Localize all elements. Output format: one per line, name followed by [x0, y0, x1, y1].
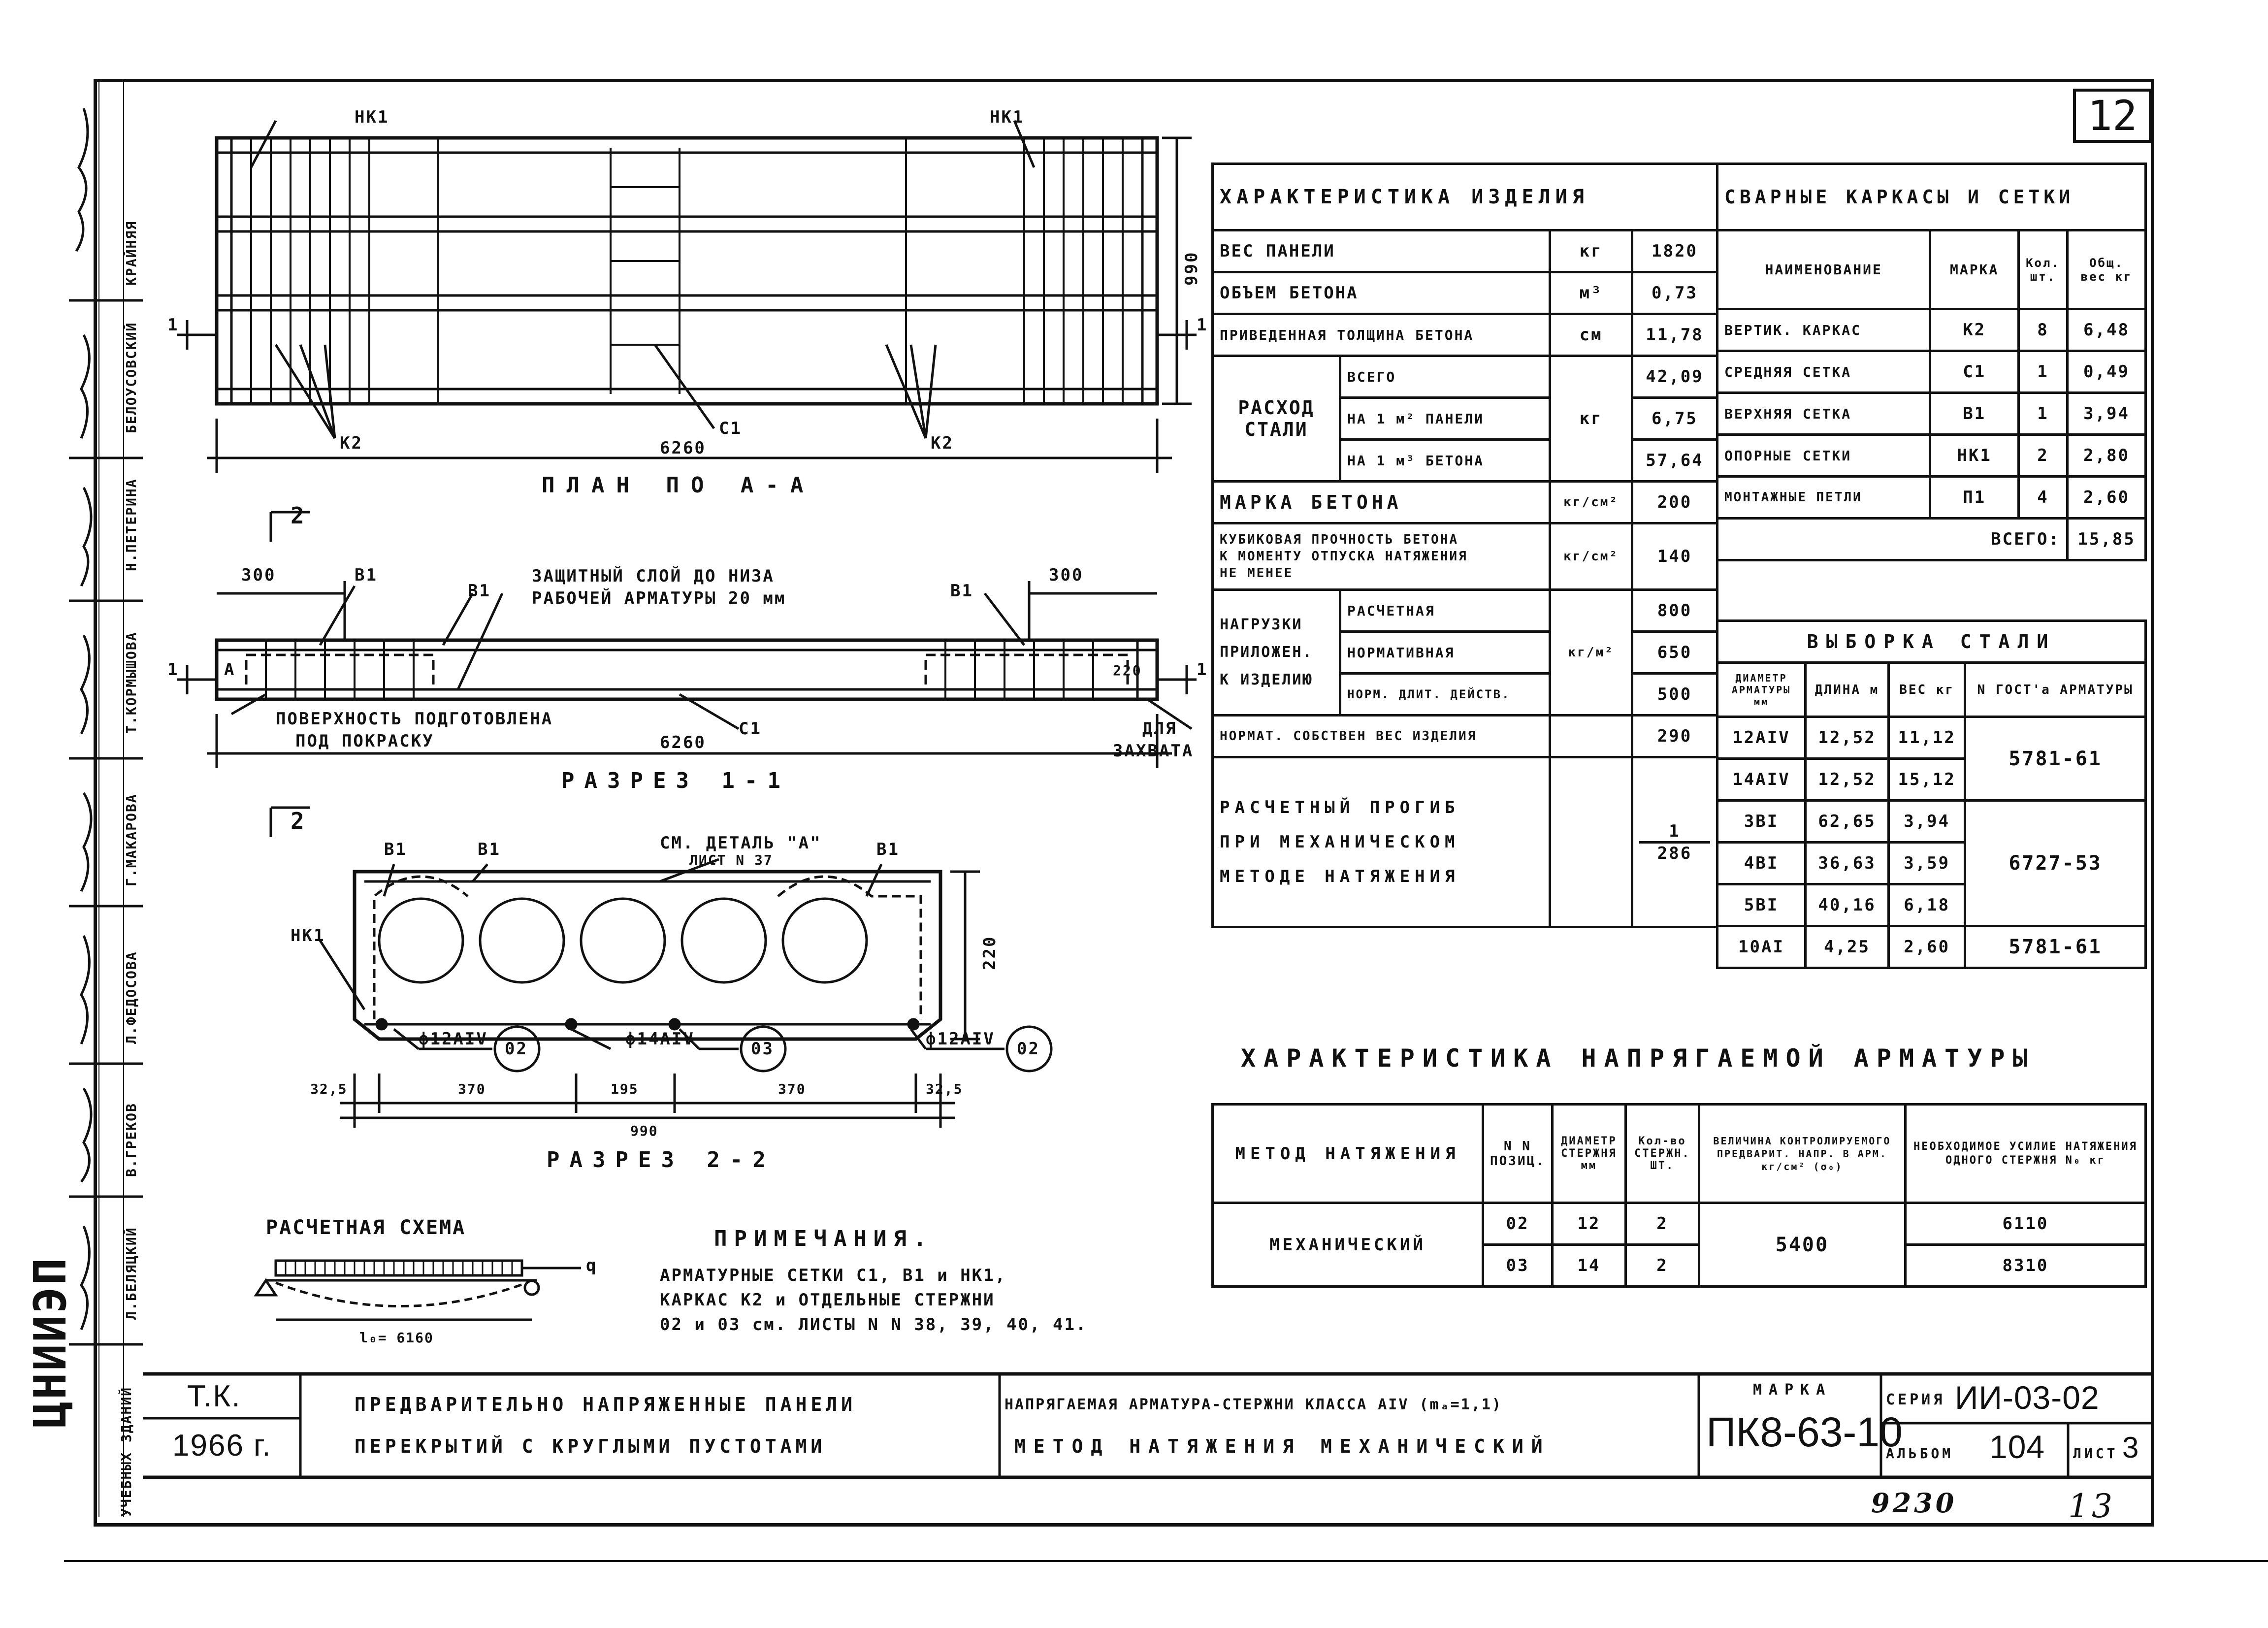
- tt-header-force: НЕОБХОДИМОЕ УСИЛИЕ НАТЯЖЕНИЯ ОДНОГО СТЕРЖНЯ N₀ кг: [1905, 1105, 2145, 1203]
- wt-row-3-qty: 2: [2019, 435, 2068, 477]
- s22-dim-5: 32,5: [926, 1081, 963, 1097]
- ss-row-4-len: 40,16: [1806, 884, 1889, 926]
- s22-rebar-mid: ф14АIV: [625, 1029, 695, 1049]
- tb-mark-label: МАРКА: [1753, 1381, 1832, 1399]
- ss-row-1-wt: 15,12: [1889, 759, 1965, 801]
- ss-row-3-len: 36,63: [1806, 843, 1889, 884]
- ss-row-1-diam: 14АIV: [1717, 759, 1806, 801]
- s22-label-b1-a: В1: [384, 840, 407, 859]
- pt-steel-row-2-label: НА 1 м³ БЕТОНА: [1340, 440, 1550, 482]
- pt-steel-label: [1213, 356, 1340, 482]
- s11-label-a: А: [224, 660, 236, 680]
- pt-own-weight-value: 290: [1632, 716, 1717, 757]
- s11-label-1-left: 1: [167, 660, 179, 680]
- pt-steel-row-1-label: НА 1 м² ПАНЕЛИ: [1340, 398, 1550, 440]
- pt-steel-label-1: РАСХОД: [1238, 397, 1315, 419]
- pt-grade-value: 200: [1632, 482, 1717, 523]
- ss-header-weight: ВЕС кг: [1889, 663, 1965, 717]
- ss-gost-3: 5781-61: [1965, 926, 2146, 968]
- wt-row-1-qty: 1: [2019, 351, 2068, 393]
- wt-header-name: НАИМЕНОВАНИЕ: [1717, 230, 1930, 309]
- ss-row-1-len: 12,52: [1806, 759, 1889, 801]
- s11-label-2-bottom: 2: [291, 808, 306, 834]
- s11-note-surface-2: ПОД ПОКРАСКУ: [295, 731, 434, 751]
- notes-line-2: КАРКАС К2 и ОТДЕЛЬНЫЕ СТЕРЖНИ: [660, 1290, 995, 1310]
- welded-table-title: СВАРНЫЕ КАРКАСЫ И СЕТКИ: [1717, 164, 2146, 230]
- pt-deflection-value: [1632, 757, 1717, 927]
- s11-label-b1-a: В1: [355, 565, 378, 585]
- wt-row-0-weight: 6,48: [2068, 309, 2146, 351]
- plan-label-nk1-left: НК1: [355, 107, 389, 127]
- s22-label-b1-b: В1: [478, 840, 501, 859]
- pt-deflection-label: [1213, 757, 1550, 927]
- tt-row-1-pos: 03: [1483, 1245, 1553, 1287]
- plan-dim-width: 990: [1182, 251, 1201, 286]
- wt-row-0-mark: К2: [1930, 309, 2019, 351]
- ss-row-2-len: 62,65: [1806, 801, 1889, 843]
- s22-detail-1: СМ. ДЕТАЛЬ "А": [660, 833, 822, 853]
- signer-3: Н.ПЕТЕРИНА: [123, 478, 139, 571]
- s11-note-surface-1: ПОВЕРХНОСТЬ ПОДГОТОВЛЕНА: [276, 709, 553, 729]
- s22-dim-4: 370: [778, 1081, 806, 1097]
- ss-row-5-len: 4,25: [1806, 926, 1889, 968]
- calc-scheme-span: l₀= 6160: [359, 1330, 434, 1346]
- tb-year: 1966 г.: [172, 1429, 272, 1463]
- notes-line-1: АРМАТУРНЫЕ СЕТКИ С1, В1 и НК1,: [660, 1266, 1007, 1285]
- notes-title: ПРИМЕЧАНИЯ.: [714, 1226, 934, 1251]
- tb-tk: Т.К.: [187, 1379, 241, 1413]
- plan-label-c1: С1: [719, 419, 742, 438]
- org-sub: УЧЕБНЫХ ЗДАНИЙ: [118, 1386, 134, 1517]
- wt-row-2-weight: 3,94: [2068, 393, 2146, 435]
- pt-deflection-2: ПРИ МЕХАНИЧЕСКОМ: [1220, 832, 1460, 852]
- pt-steel-row-1-value: 6,75: [1632, 398, 1717, 440]
- wt-row-3-weight: 2,80: [2068, 435, 2146, 477]
- pt-cube-unit: кг/см²: [1550, 523, 1632, 590]
- wt-row-4-weight: 2,60: [2068, 477, 2146, 519]
- wt-row-4-qty: 4: [2019, 477, 2068, 519]
- s11-dim-length: 6260: [660, 733, 706, 752]
- ss-row-4-wt: 6,18: [1889, 884, 1965, 926]
- pt-load-label-1: НАГРУЗКИ: [1220, 616, 1303, 633]
- pt-load-row-0-value: 800: [1632, 590, 1717, 632]
- tb-title-2: ПЕРЕКРЫТИЙ С КРУГЛЫМИ ПУСТОТАМИ: [355, 1435, 826, 1457]
- tb-album: 104: [1989, 1429, 2045, 1465]
- product-table: [1211, 163, 1718, 928]
- s11-note-cover-1: ЗАЩИТНЫЙ СЛОЙ ДО НИЗА: [532, 566, 775, 586]
- wt-row-1-weight: 0,49: [2068, 351, 2146, 393]
- wt-row-0-qty: 8: [2019, 309, 2068, 351]
- s11-label-2-top: 2: [291, 502, 306, 529]
- calc-scheme-title: РАСЧЕТНАЯ СХЕМА: [266, 1216, 466, 1239]
- tt-row-0-pos: 02: [1483, 1203, 1553, 1245]
- footer-page: 13: [2068, 1487, 2115, 1525]
- wt-row-3-name: ОПОРНЫЕ СЕТКИ: [1717, 435, 1930, 477]
- pt-steel-row-2-value: 57,64: [1632, 440, 1717, 482]
- ss-row-3-diam: 4ВI: [1717, 843, 1806, 884]
- steel-sample-table: [1716, 619, 2147, 969]
- s22-pos-03: 03: [751, 1039, 774, 1059]
- tb-mark: ПК8-63-10: [1706, 1409, 1903, 1455]
- ss-header-length: ДЛИНА м: [1806, 663, 1889, 717]
- ss-row-2-wt: 3,94: [1889, 801, 1965, 843]
- product-table-title: ХАРАКТЕРИСТИКА ИЗДЕЛИЯ: [1213, 164, 1717, 230]
- tt-row-1-diam: 14: [1552, 1245, 1625, 1287]
- s22-dim-2: 370: [458, 1081, 486, 1097]
- plan-label-k2-left: К2: [340, 433, 363, 453]
- signer-2: БЕЛОУСОВСКИЙ: [123, 322, 139, 433]
- s11-label-b1-c: В1: [950, 581, 973, 601]
- pt-deflection-3: МЕТОДЕ НАТЯЖЕНИЯ: [1220, 867, 1460, 886]
- welded-table: [1716, 163, 2147, 561]
- s22-label-nk1: НК1: [291, 926, 325, 945]
- pt-deflection-1: РАСЧЕТНЫЙ ПРОГИБ: [1220, 798, 1460, 817]
- tt-header-qty: Кол-во СТЕРЖН. ШТ.: [1625, 1105, 1699, 1203]
- wt-row-4-name: МОНТАЖНЫЕ ПЕТЛИ: [1717, 477, 1930, 519]
- s11-dim-left: 300: [241, 565, 276, 585]
- s11-label-c1: С1: [739, 719, 762, 739]
- tt-header-pos: N N ПОЗИЦ.: [1483, 1105, 1553, 1203]
- pt-load-row-2-label: НОРМ. ДЛИТ. ДЕЙСТВ.: [1340, 674, 1550, 716]
- ss-header-diam: ДИАМЕТР АРМАТУРЫ мм: [1717, 663, 1806, 717]
- pt-steel-unit: кг: [1550, 356, 1632, 482]
- pt-load-label-3: К ИЗДЕЛИЮ: [1220, 671, 1313, 688]
- calc-scheme-load: q: [586, 1256, 598, 1275]
- pt-row-2-unit: см: [1550, 314, 1632, 356]
- s22-pos-02b: 02: [1017, 1039, 1040, 1059]
- org-name: ЦНИИЭП: [25, 1256, 76, 1428]
- ss-row-0-len: 12,52: [1806, 717, 1889, 759]
- ss-row-4-diam: 5ВI: [1717, 884, 1806, 926]
- wt-row-1-name: СРЕДНЯЯ СЕТКА: [1717, 351, 1930, 393]
- ss-gost-1: 5781-61: [1965, 717, 2146, 801]
- pt-own-weight-label: НОРМАТ. СОБСТВЕН ВЕС ИЗДЕЛИЯ: [1213, 716, 1550, 757]
- s22-dim-height: 220: [980, 935, 1000, 970]
- tt-row-0-diam: 12: [1552, 1203, 1625, 1245]
- wt-header-mark: МАРКА: [1930, 230, 2019, 309]
- wt-row-0-name: ВЕРТИК. КАРКАС: [1717, 309, 1930, 351]
- pt-row-2-value: 11,78: [1632, 314, 1717, 356]
- pt-load-row-1-value: 650: [1632, 632, 1717, 674]
- tension-table: [1211, 1103, 2147, 1288]
- plan-cut-right: 1: [1197, 315, 1208, 335]
- ss-row-0-wt: 11,12: [1889, 717, 1965, 759]
- wt-row-1-mark: С1: [1930, 351, 2019, 393]
- pt-row-1-value: 0,73: [1632, 272, 1717, 314]
- ss-row-5-wt: 2,60: [1889, 926, 1965, 968]
- pt-row-0-unit: кг: [1550, 230, 1632, 272]
- wt-header-qty: Кол. шт.: [2019, 230, 2068, 309]
- tt-stress: 5400: [1699, 1203, 1905, 1287]
- ss-row-5-diam: 10АI: [1717, 926, 1806, 968]
- s22-rebar-left: ф12АIV: [419, 1029, 488, 1049]
- signer-4: Т.КОРМЫШОВА: [123, 631, 139, 734]
- plan-cut-left: 1: [167, 315, 179, 335]
- pt-row-1-unit: м³: [1550, 272, 1632, 314]
- calc-scheme-diagram: [256, 1261, 581, 1320]
- s22-pos-02a: 02: [505, 1039, 528, 1059]
- pt-load-row-0-label: РАСЧЕТНАЯ: [1340, 590, 1550, 632]
- pt-load-label: [1213, 590, 1340, 716]
- tt-row-1-qty: 2: [1625, 1245, 1699, 1287]
- tb-series: ИИ-03-02: [1955, 1379, 2100, 1416]
- pt-load-label-2: ПРИЛОЖЕН.: [1220, 644, 1313, 661]
- s11-label-1-right: 1: [1197, 660, 1208, 680]
- pt-load-row-1-label: НОРМАТИВНАЯ: [1340, 632, 1550, 674]
- pt-deflection-num: 1: [1639, 821, 1710, 844]
- tt-row-0-force: 6110: [1905, 1203, 2145, 1245]
- sheet-number: 12: [2087, 92, 2138, 140]
- s22-label-b1-c: В1: [876, 840, 900, 859]
- pt-grade-label: МАРКА БЕТОНА: [1213, 482, 1550, 523]
- pt-deflection-den: 286: [1657, 843, 1692, 863]
- pt-row-2-label: ПРИВЕДЕННАЯ ТОЛЩИНА БЕТОНА: [1213, 314, 1550, 356]
- s22-dim-total: 990: [630, 1123, 658, 1139]
- steel-sample-title: ВЫБОРКА СТАЛИ: [1717, 621, 2146, 663]
- plan-label-nk1-right: НК1: [990, 107, 1025, 127]
- pt-steel-label-2: СТАЛИ: [1244, 419, 1308, 440]
- s11-label-grip-2: ЗАХВАТА: [1113, 741, 1194, 761]
- wt-header-weight: Общ. вес кг: [2068, 230, 2146, 309]
- s22-dim-3: 195: [611, 1081, 639, 1097]
- pt-steel-row-0-label: ВСЕГО: [1340, 356, 1550, 398]
- pt-cube-label: [1213, 523, 1550, 590]
- pt-row-1-label: ОБЪЕМ БЕТОНА: [1213, 272, 1550, 314]
- ss-row-2-diam: 3ВI: [1717, 801, 1806, 843]
- tt-header-method: МЕТОД НАТЯЖЕНИЯ: [1213, 1105, 1483, 1203]
- pt-cube-value: 140: [1632, 523, 1717, 590]
- signer-8: Л.БЕЛЯЦКИЙ: [123, 1227, 139, 1320]
- tb-title-1: ПРЕДВАРИТЕЛЬНО НАПРЯЖЕННЫЕ ПАНЕЛИ: [355, 1394, 856, 1415]
- wt-row-2-mark: В1: [1930, 393, 2019, 435]
- tb-series-label: СЕРИЯ: [1886, 1391, 1945, 1408]
- s11-label-grip-1: ДЛЯ: [1142, 719, 1177, 739]
- tt-row-0-qty: 2: [1625, 1203, 1699, 1245]
- plan-view: [177, 121, 1197, 473]
- tension-table-title: ХАРАКТЕРИСТИКА НАПРЯГАЕМОЙ АРМАТУРЫ: [1241, 1044, 2036, 1073]
- signer-7: В.ГРЕКОВ: [123, 1103, 139, 1177]
- s22-rebar-right: ф12АIV: [926, 1029, 995, 1049]
- tb-desc-1: НАПРЯГАЕМАЯ АРМАТУРА-СТЕРЖНИ КЛАССА АIV (mₐ=1,1): [1004, 1396, 1502, 1413]
- ss-row-3-wt: 3,59: [1889, 843, 1965, 884]
- signer-5: Г.МАКАРОВА: [123, 793, 139, 886]
- signer-6: Л.ФЕДОСОВА: [123, 951, 139, 1044]
- tb-album-label: АЛЬБОМ: [1886, 1445, 1954, 1462]
- pt-cube-label-1: КУБИКОВАЯ ПРОЧНОСТЬ БЕТОНА: [1220, 532, 1458, 547]
- tt-header-diam: ДИАМЕТР СТЕРЖНЯ мм: [1552, 1105, 1625, 1203]
- s11-title: РАЗРЕЗ 1-1: [561, 768, 790, 793]
- tb-sheet-label: ЛИСТ: [2073, 1445, 2118, 1462]
- s11-note-cover-2: РАБОЧЕЙ АРМАТУРЫ 20 мм: [532, 588, 786, 608]
- wt-row-3-mark: НК1: [1930, 435, 2019, 477]
- plan-title: ПЛАН ПО А-А: [542, 473, 815, 498]
- pt-load-unit: кг/м²: [1550, 590, 1632, 716]
- plan-label-k2-right: К2: [931, 433, 954, 453]
- wt-total-value: 15,85: [2068, 519, 2146, 560]
- footer-code: 9230: [1871, 1487, 1957, 1519]
- pt-steel-row-0-value: 42,09: [1632, 356, 1717, 398]
- s22-detail-2: ЛИСТ N 37: [689, 852, 773, 868]
- s11-dim-right: 300: [1049, 565, 1084, 585]
- plan-dim-length: 6260: [660, 438, 706, 458]
- wt-row-2-name: ВЕРХНЯЯ СЕТКА: [1717, 393, 1930, 435]
- ss-header-gost: N ГОСТ'а АРМАТУРЫ: [1965, 663, 2146, 717]
- wt-total-label: ВСЕГО:: [1717, 519, 2068, 560]
- wt-row-2-qty: 1: [2019, 393, 2068, 435]
- pt-cube-label-2: К МОМЕНТУ ОТПУСКА НАТЯЖЕНИЯ: [1220, 549, 1468, 564]
- s11-dim-height: 220: [1113, 662, 1142, 679]
- pt-load-row-2-value: 500: [1632, 674, 1717, 716]
- wt-row-4-mark: П1: [1930, 477, 2019, 519]
- s22-dim-1: 32,5: [310, 1081, 348, 1097]
- pt-grade-unit: кг/см²: [1550, 482, 1632, 523]
- s11-label-b1-b: В1: [468, 581, 491, 601]
- ss-row-0-diam: 12АIV: [1717, 717, 1806, 759]
- notes-line-3: 02 и 03 см. ЛИСТЫ N N 38, 39, 40, 41.: [660, 1315, 1088, 1335]
- tt-method: МЕХАНИЧЕСКИЙ: [1213, 1203, 1483, 1287]
- pt-cube-label-3: НЕ МЕНЕЕ: [1220, 566, 1294, 581]
- ss-gost-2: 6727-53: [1965, 801, 2146, 926]
- tb-sheet: 3: [2122, 1431, 2139, 1464]
- s22-title: РАЗРЕЗ 2-2: [547, 1147, 776, 1172]
- tt-header-stress: ВЕЛИЧИНА КОНТРОЛИРУЕМОГО ПРЕДВАРИТ. НАПР. В АРМ. кг/см² (σ₀): [1699, 1105, 1905, 1203]
- tb-desc-2: МЕТОД НАТЯЖЕНИЯ МЕХАНИЧЕСКИЙ: [1014, 1435, 1551, 1457]
- pt-row-0-value: 1820: [1632, 230, 1717, 272]
- pt-row-0-label: ВЕС ПАНЕЛИ: [1213, 230, 1550, 272]
- signer-1: КРАЙНЯЯ: [123, 220, 139, 286]
- tt-row-1-force: 8310: [1905, 1245, 2145, 1287]
